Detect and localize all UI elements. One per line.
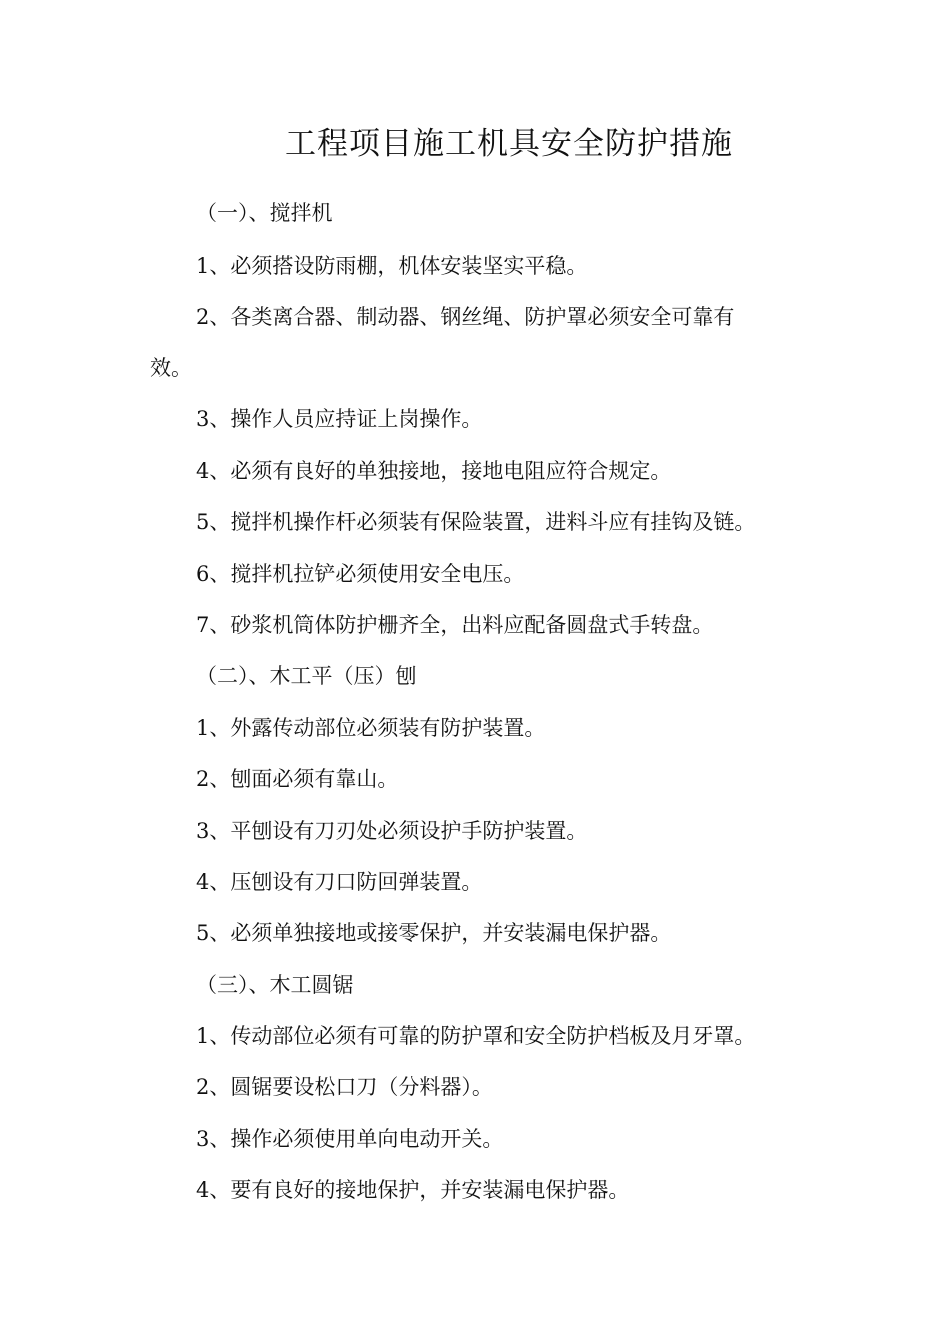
section-2-item-1: 1、外露传动部位必须装有防护装置。 [196,716,546,740]
section-heading-2: （二）、木工平（压）刨 [196,664,417,688]
section-3-item-2: 2、圆锯要设松口刀（分料器）。 [196,1075,493,1099]
section-3-item-1: 1、传动部位必须有可靠的防护罩和安全防护档板及月牙罩。 [196,1024,756,1048]
section-3-item-4: 4、要有良好的接地保护，并安装漏电保护器。 [196,1178,630,1202]
section-2-item-5: 5、必须单独接地或接零保护，并安装漏电保护器。 [196,921,672,945]
section-1-item-4: 4、必须有良好的单独接地，接地电阻应符合规定。 [196,459,672,483]
section-2-item-2: 2、刨面必须有靠山。 [196,767,399,791]
section-1-item-2: 2、各类离合器、制动器、钢丝绳、防护罩必须安全可靠有 [196,305,735,329]
section-2-item-3: 3、平刨设有刀刃处必须设护手防护装置。 [196,819,588,843]
section-heading-3: （三）、木工圆锯 [196,973,354,997]
section-1-item-5: 5、搅拌机操作杆必须装有保险装置，进料斗应有挂钩及链。 [196,510,756,534]
section-2-item-4: 4、压刨设有刀口防回弹装置。 [196,870,483,894]
section-1-item-1: 1、必须搭设防雨棚，机体安装坚实平稳。 [196,254,588,278]
section-3-item-3: 3、操作必须使用单向电动开关。 [196,1127,504,1151]
section-1-item-7: 7、砂浆机筒体防护栅齐全，出料应配备圆盘式手转盘。 [196,613,714,637]
section-1-item-6: 6、搅拌机拉铲必须使用安全电压。 [196,562,525,586]
document-title: 工程项目施工机具安全防护措施 [285,126,733,162]
section-heading-1: （一）、搅拌机 [196,201,333,225]
section-1-item-2-continuation: 效。 [150,356,192,380]
section-1-item-3: 3、操作人员应持证上岗操作。 [196,407,483,431]
